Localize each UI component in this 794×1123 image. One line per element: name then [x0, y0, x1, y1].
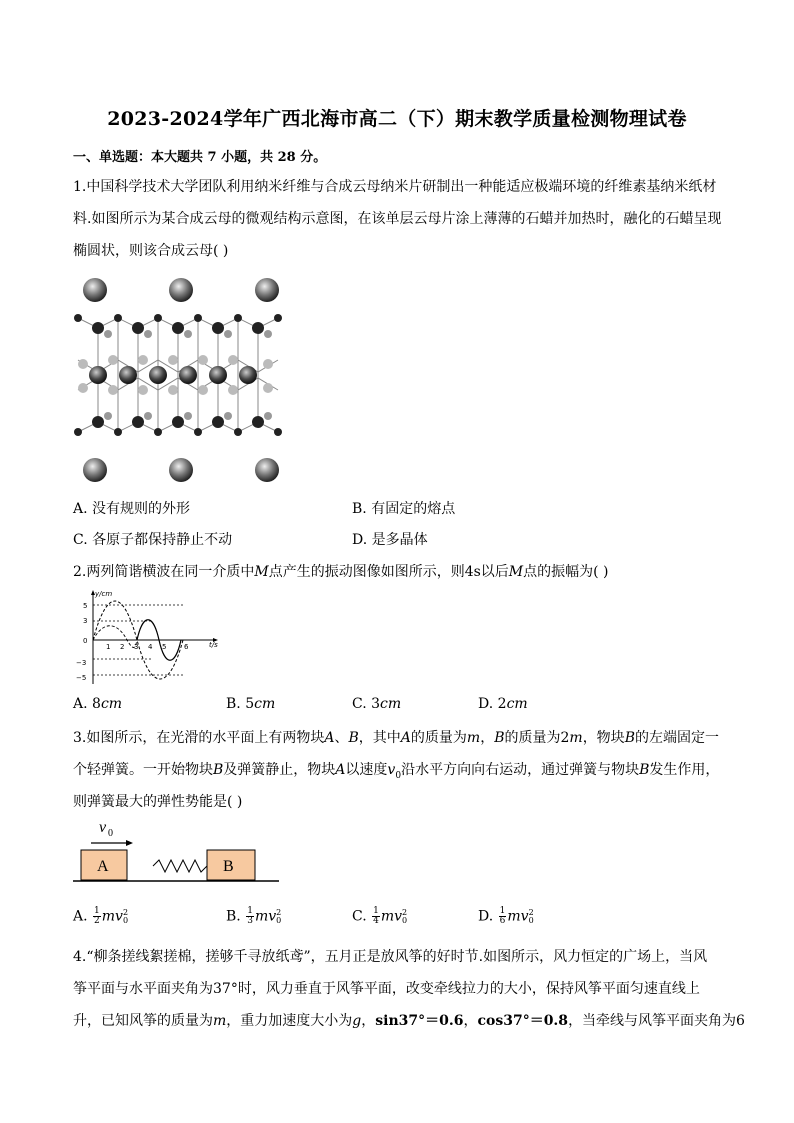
q3-var: B — [624, 730, 635, 746]
q3-var: B — [494, 730, 505, 746]
q3-var: A — [324, 730, 335, 746]
q2-stem-part: 点的振幅为( ) — [523, 564, 609, 580]
option-supsub — [276, 909, 281, 925]
q1-stem-line-2: 料.如图所示为某合成云母的微观结构示意图，在该单层云母片涂上薄薄的石蜡并加热时，融化的石蜡呈现 — [73, 211, 722, 227]
spring-blocks-figure — [73, 816, 283, 888]
graph-xtick: 2 — [120, 643, 125, 651]
q3-option-c[interactable] — [352, 907, 407, 926]
velocity-label: v — [99, 819, 107, 836]
q3-text: 3.如图所示，在光滑的水平面上有两物块 — [73, 730, 325, 746]
q4-text: ， — [463, 1013, 478, 1029]
q4-text: ， — [361, 1013, 376, 1029]
q3-stem-line-1 — [73, 727, 719, 747]
graph-ytick: −3 — [76, 659, 87, 667]
velocity-sub: 0 — [108, 828, 113, 839]
q2-option-b[interactable] — [226, 696, 275, 712]
option-unit: cm — [254, 696, 276, 712]
q3-var: A — [335, 762, 346, 778]
option-fraction — [499, 907, 507, 926]
graph-ytick: 3 — [83, 617, 88, 625]
q3-text: 的质量为 — [410, 730, 467, 746]
fraction-num: 1 — [94, 906, 100, 916]
q1-option-d[interactable]: D. 是多晶体 — [352, 532, 428, 548]
option-letter: D. — [478, 696, 494, 712]
q3-text: ， — [480, 730, 495, 746]
q3-text: 以速度 — [345, 762, 388, 778]
block-b-label: B — [223, 858, 234, 875]
fraction-den: 4 — [373, 916, 379, 926]
q4-text: 筝平面与水平面夹角为 — [73, 981, 213, 997]
block-a-label: A — [97, 858, 109, 875]
option-sub: 0 — [402, 915, 408, 925]
option-letter: B. — [226, 908, 241, 925]
graph-xtick: 4 — [148, 643, 153, 651]
option-supsub — [529, 909, 534, 925]
q2-stem — [73, 561, 609, 581]
q4-var: m — [213, 1013, 227, 1029]
q3-text: 的质量为2 — [504, 730, 570, 746]
option-sup: 2 — [122, 907, 129, 917]
q4-text: ，当牵线与风筝平面夹角为6 — [568, 1013, 745, 1029]
q4-stem-line-3 — [73, 1010, 745, 1030]
velocity-arrowhead — [126, 840, 133, 846]
q3-var: m — [569, 730, 583, 746]
q1-option-b[interactable]: B. 有固定的熔点 — [352, 501, 456, 517]
fraction-num: 1 — [499, 906, 506, 916]
vibration-graph — [73, 588, 223, 688]
q2-option-a[interactable] — [73, 696, 122, 712]
q3-var: m — [466, 730, 481, 746]
q3-var: B — [348, 730, 359, 746]
option-value: 3 — [371, 696, 381, 712]
q4-sin: sin37°＝0.6 — [375, 1013, 464, 1029]
q3-text: 的左端固定一 — [634, 730, 719, 746]
graph-ylabel: y/cm — [95, 590, 113, 598]
q4-cos: cos37°＝0.8 — [477, 1013, 569, 1029]
graph-ytick: 0 — [83, 637, 88, 645]
fraction-num: 1 — [247, 906, 253, 916]
option-value: 5 — [245, 696, 255, 712]
option-letter: A. — [73, 696, 88, 712]
option-unit: cm — [380, 696, 402, 712]
q4-text: 时，风力垂直于风筝平面，改变牵线拉力的大小，保持风筝平面匀速直线上 — [237, 981, 700, 997]
q1-stem-line-3: 椭圆状，则该合成云母( ) — [73, 243, 229, 259]
fraction-den: 2 — [94, 916, 100, 926]
option-sup: 2 — [402, 907, 408, 917]
q2-option-d[interactable] — [478, 696, 528, 712]
spring — [153, 860, 207, 872]
q3-text: ，其中 — [358, 730, 401, 746]
fraction-den: 6 — [499, 916, 506, 926]
option-sub: 0 — [528, 915, 534, 925]
option-expr: mv — [380, 908, 403, 925]
q3-var: B — [213, 762, 224, 778]
q3-text: 、 — [334, 730, 349, 746]
option-fraction — [246, 907, 254, 926]
option-expr: mv — [101, 908, 123, 925]
q4-angle: 37° — [213, 981, 238, 997]
q4-stem-line-2 — [73, 978, 700, 998]
q3-var: v — [387, 762, 396, 778]
q4-var: g — [352, 1013, 362, 1029]
q3-text: 及弹簧静止，物块 — [223, 762, 336, 778]
q2-stem-var-m: M — [508, 564, 524, 580]
page-title: 2023-2024学年广西北海市高二（下）期末教学质量检测物理试卷 — [107, 108, 687, 130]
option-sup: 2 — [276, 907, 282, 917]
q3-text: 个轻弹簧。一开始物块 — [73, 762, 213, 778]
q3-var-sub: 0 — [395, 770, 402, 781]
graph-ytick: −5 — [76, 674, 87, 682]
q1-option-a[interactable]: A. 没有规则的外形 — [73, 501, 191, 517]
option-letter: D. — [478, 908, 494, 925]
option-supsub — [402, 909, 407, 925]
q3-text: 发生作用， — [649, 762, 720, 778]
q2-stem-var-m: M — [254, 564, 269, 580]
option-letter: A. — [73, 908, 88, 925]
option-fraction — [93, 907, 101, 926]
q4-text: 升，已知风筝的质量为 — [73, 1013, 213, 1029]
fraction-num: 1 — [373, 906, 379, 916]
section-heading: 一、单选题：本大题共 7 小题，共 28 分。 — [73, 150, 327, 165]
graph-xtick: 6 — [184, 643, 189, 651]
option-unit: cm — [506, 696, 528, 712]
option-letter: B. — [226, 696, 241, 712]
q3-option-d[interactable] — [478, 907, 534, 926]
option-supsub — [123, 909, 128, 925]
fraction-den: 3 — [247, 916, 253, 926]
option-letter: C. — [352, 908, 367, 925]
graph-xtick: 1 — [106, 643, 111, 651]
option-sub: 0 — [276, 915, 282, 925]
q2-stem-part: 点产生的振动图像如图所示，则4s以后 — [268, 564, 509, 580]
graph-xlabel: t/s — [209, 641, 218, 649]
q3-option-a[interactable] — [73, 907, 128, 926]
option-sub: 0 — [122, 915, 129, 925]
mica-structure-figure — [73, 272, 293, 488]
option-letter: C. — [352, 696, 367, 712]
option-fraction — [372, 907, 380, 926]
option-value: 8 — [92, 696, 101, 712]
q3-var: A — [400, 730, 411, 746]
option-sup: 2 — [528, 907, 534, 917]
q1-stem-line-1: 1.中国科学技术大学团队利用纳米纤维与合成云母纳米片研制出一种能适应极端环境的纤维素基纳米纸材 — [73, 179, 717, 195]
q3-stem-line-3: 则弹簧最大的弹性势能是( ) — [73, 794, 243, 810]
q2-option-c[interactable] — [352, 696, 401, 712]
q3-option-b[interactable] — [226, 907, 281, 926]
option-value: 2 — [497, 696, 507, 712]
graph-xtick: 5 — [162, 643, 167, 651]
option-unit: cm — [100, 696, 123, 712]
q3-text: ，物块 — [582, 730, 625, 746]
q3-text: 沿水平方向向右运动，通过弹簧与物块 — [401, 762, 640, 778]
option-expr: mv — [507, 908, 529, 925]
q3-var: B — [639, 762, 650, 778]
q1-option-c[interactable]: C. 各原子都保持静止不动 — [73, 532, 233, 548]
q3-stem-line-2 — [73, 759, 719, 781]
graph-ytick: 5 — [83, 602, 88, 610]
q4-stem-line-1: 4.“柳条搓线絮搓棉，搓够千寻放纸鸢”，五月正是放风筝的好时节.如图所示，风力恒定的广场上，当风 — [73, 949, 708, 965]
graph-xtick: 3 — [134, 643, 139, 651]
option-expr: mv — [254, 908, 277, 925]
q2-stem-part: 2.两列简谐横波在同一介质中 — [73, 564, 255, 580]
q4-text: ，重力加速度大小为 — [226, 1013, 353, 1029]
